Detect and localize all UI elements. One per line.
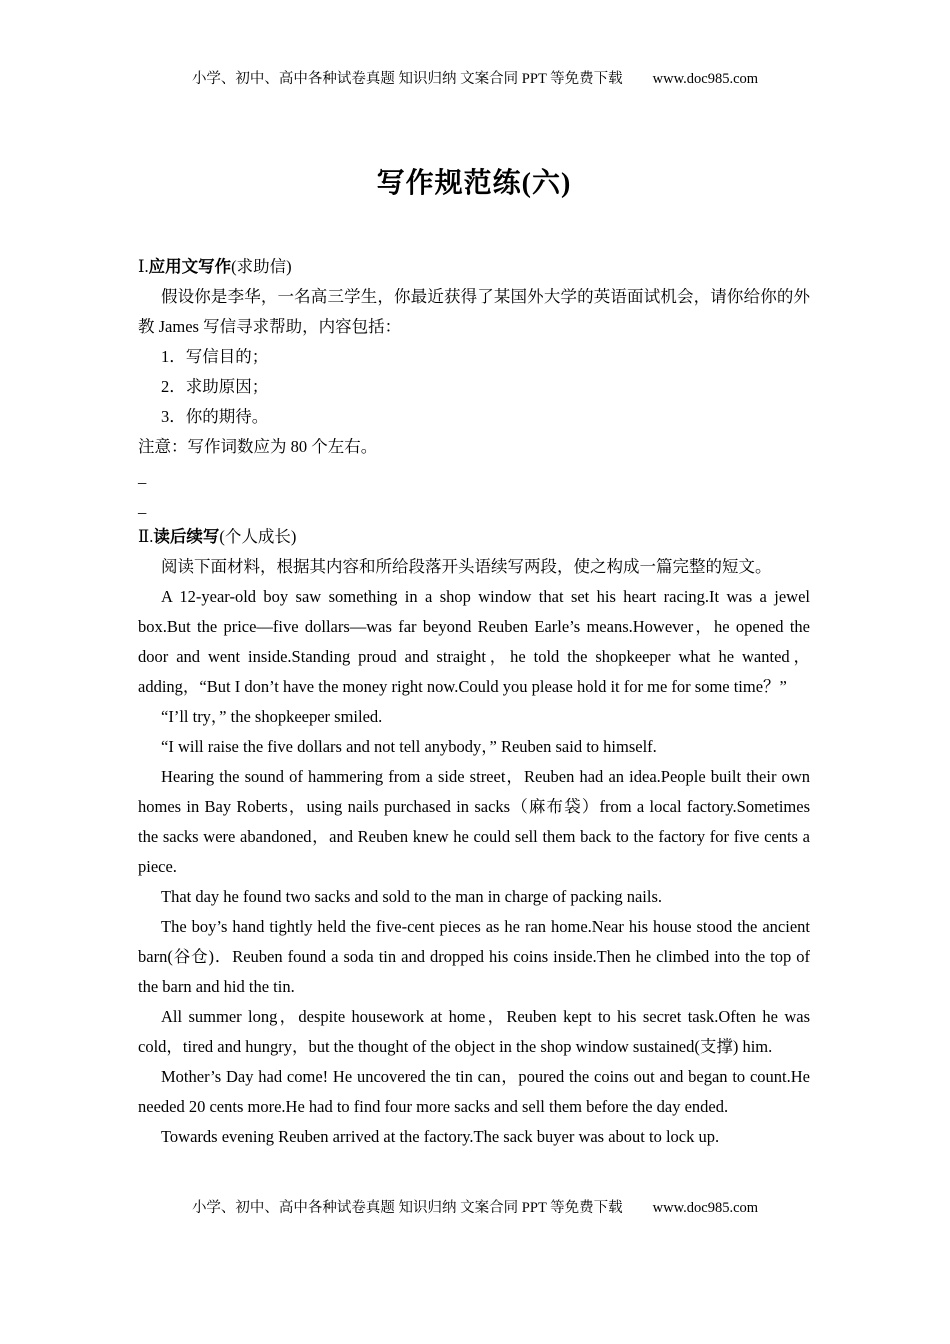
footer-promo-text: 小学、初中、高中各种试卷真题 知识归纳 文案合同 PPT 等免费下载 bbox=[191, 1200, 623, 1216]
section1-heading bbox=[138, 252, 810, 282]
section1-numeral: Ⅰ. bbox=[138, 257, 149, 276]
passage-paragraph: Hearing the sound of hammering from a side street，Reuben had an idea.People built their own homes in Bay Roberts，using nails purchased in sacks（麻布袋）from a local factory.Sometimes the sacks were abandoned，and Reuben knew he could sell them back to the factory for five cents a piece. bbox=[138, 767, 810, 876]
passage-paragraph: The boy’s hand tightly held the five-cent pieces as he ran home.Near his house stood the ancient barn(谷仓)．Reuben found a soda tin and dropped his coins inside.Then he climbed into the top of the barn and hid the tin. bbox=[138, 917, 810, 996]
section2-heading-main: 读后续写 bbox=[153, 527, 220, 546]
section2-instruction: 阅读下面材料，根据其内容和所给段落开头语续写两段，使之构成一篇完整的短文。 bbox=[161, 557, 772, 576]
section1-intro: 假设你是李华，一名高三学生，你最近获得了某国外大学的英语面试机会，请你给你的外教 James 写信寻求帮助，内容包括： bbox=[138, 287, 810, 336]
reading-passage bbox=[138, 582, 810, 1152]
passage-paragraph: “I will raise the five dollars and not tell anybody，” Reuben said to himself. bbox=[161, 737, 657, 756]
list-item: 1．写信目的； bbox=[161, 347, 269, 366]
list-item: 2．求助原因； bbox=[161, 377, 269, 396]
passage-paragraph: All summer long，despite housework at home，Reuben kept to his secret task.Often he was cold，tired and hungry，but the thought of the object in the shop window sustained(支撑) him. bbox=[138, 1007, 810, 1056]
page-footer-watermark bbox=[0, 1199, 950, 1217]
section1-item-list bbox=[138, 342, 810, 432]
section2-heading-note: (个人成长) bbox=[219, 527, 297, 546]
section1-heading-note: (求助信) bbox=[231, 257, 292, 276]
section1-heading-main: 应用文写作 bbox=[148, 257, 232, 276]
passage-paragraph: A 12-year-old boy saw something in a shop window that set his heart racing.It was a jewel box.But the price—five dollars—was far beyond Reuben Earle’s means.However，he opened the door and went inside.Standing proud and straight，he told the shopkeeper what he wanted，adding，“But I don’t have the money right now.Could you please hold it for me for some time？” bbox=[138, 587, 810, 696]
passage-paragraph: That day he found two sacks and sold to the man in charge of packing nails. bbox=[161, 887, 662, 906]
answer-blank-line: _ bbox=[138, 467, 147, 486]
section2-numeral: Ⅱ. bbox=[138, 527, 154, 546]
passage-paragraph: “I’ll try，” the shopkeeper smiled. bbox=[161, 707, 383, 726]
header-promo-text: 小学、初中、高中各种试卷真题 知识归纳 文案合同 PPT 等免费下载 bbox=[191, 71, 623, 87]
answer-blank-line: _ bbox=[138, 497, 147, 516]
passage-paragraph: Towards evening Reuben arrived at the factory.The sack buyer was about to lock up. bbox=[161, 1127, 720, 1146]
document-body bbox=[138, 166, 810, 1152]
footer-site-url: www.doc985.com bbox=[652, 1200, 759, 1216]
passage-paragraph: Mother’s Day had come! He uncovered the tin can，poured the coins out and began to count.He needed 20 cents more.He had to find four more sacks and sell them before the day ended. bbox=[138, 1067, 810, 1116]
page-header-watermark bbox=[0, 70, 950, 88]
section1-note: 注意：写作词数应为 80 个左右。 bbox=[138, 437, 378, 456]
section2-heading bbox=[138, 522, 810, 552]
header-site-url: www.doc985.com bbox=[652, 71, 759, 87]
list-item: 3．你的期待。 bbox=[161, 407, 269, 426]
page-title: 写作规范练(六) bbox=[376, 168, 572, 199]
